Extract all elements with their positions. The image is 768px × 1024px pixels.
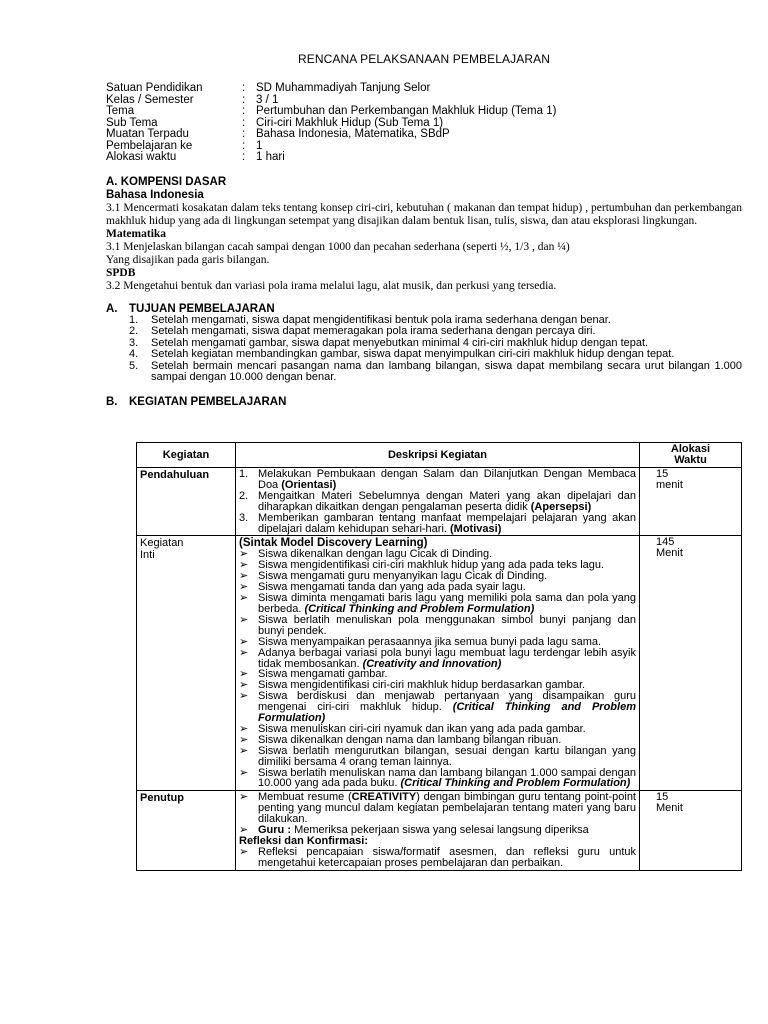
list-text xyxy=(258,593,636,615)
list-item xyxy=(239,691,636,724)
list-item xyxy=(239,469,636,491)
table-row xyxy=(137,791,742,870)
list-text xyxy=(258,491,636,513)
kompetensi-section xyxy=(106,176,742,293)
bullet-arrow-icon: ➢ xyxy=(239,722,249,735)
bullet-arrow-icon: ➢ xyxy=(239,613,249,626)
list-text-plain: Siswa dikenalkan dengan nama dan lambang bilangan ribuan. xyxy=(258,733,562,746)
list-item xyxy=(239,648,636,670)
list-number: 5. xyxy=(129,359,139,372)
list-text-plain: Adanya berbagai variasi pola bunyi lagu membuat lagu terdengar lebih asyik tidak membosankan. xyxy=(258,646,636,670)
identity-value: 3 / 1 xyxy=(256,93,279,106)
identity-value: Bahasa Indonesia, Matematika, SBdP xyxy=(256,128,450,140)
bullet-arrow-icon: ➢ xyxy=(239,846,249,858)
list-text xyxy=(258,746,636,768)
model-title: (Sintak Model Discovery Learning) xyxy=(239,537,428,550)
identity-row xyxy=(106,106,742,118)
list-number: 2. xyxy=(129,325,139,337)
bullet-arrow-icon: ➢ xyxy=(239,733,249,746)
list-text-bold: CREATIVITY xyxy=(351,791,417,804)
list-text-bold: (Orientasi) xyxy=(281,478,337,491)
table-header-row xyxy=(137,443,742,468)
identity-colon: : xyxy=(242,151,246,163)
list-text: Setelah mengamati gambar, siswa dapat menyebutkan minimal 4 ciri-ciri makhluk hidup dengan tepat. xyxy=(151,336,649,349)
identity-value: 1 xyxy=(256,139,263,152)
list-item xyxy=(239,768,636,790)
bullet-arrow-icon: ➢ xyxy=(239,559,249,572)
list-text-plain: ) dengan bimbingan guru tentang point-point penting yang muncul dalam kegiatan pembelajaran tentang materi yang baru dilakukan. xyxy=(258,791,636,826)
list-text-plain: Siswa mengamati gambar. xyxy=(258,668,388,681)
list-number: 3. xyxy=(239,511,249,524)
identity-colon: : xyxy=(242,105,246,117)
list-text-plain: Siswa berlatih mengurutkan bilangan, sesuai dengan kartu bilangan yang dimiliki bersama 4 orang teman lainnya. xyxy=(258,744,636,768)
identity-colon: : xyxy=(242,139,246,152)
identity-row xyxy=(106,141,742,153)
list-text-emphasis: (Critical Thinking and Problem Formulation) xyxy=(304,602,535,615)
bullet-arrow-icon: ➢ xyxy=(239,690,249,703)
row-label-penutup: Penutup xyxy=(137,791,236,870)
list-number: 3. xyxy=(129,336,139,349)
matematika-text: 3.1 Menjelaskan bilangan cacah sampai dengan 1000 dan pecahan sederhana (seperti ½, 1/3 , dan ¼) xyxy=(106,240,570,253)
identity-value: Ciri-ciri Makhluk Hidup (Sub Tema 1) xyxy=(256,116,444,129)
identity-label: Pembelajaran ke xyxy=(106,139,193,152)
list-text-plain: Melakukan Pembukaan dengan Salam dan Dilanjutkan Dengan Membaca Doa xyxy=(258,468,636,491)
list-item xyxy=(129,326,742,338)
identity-value: SD Muhammadiyah Tanjung Selor xyxy=(256,82,431,94)
header-kegiatan: Kegiatan xyxy=(137,443,236,468)
row-desc-pendahuluan xyxy=(236,468,640,536)
row-desc-inti xyxy=(236,536,640,791)
list-text-plain: Mengaitkan Materi Sebelumnya dengan Materi yang akan dipelajari dan diharapkan dikaitkan dengan pengalaman peserta didik xyxy=(258,489,636,513)
row-desc-penutup xyxy=(236,791,640,870)
tujuan-heading xyxy=(106,303,742,315)
kegiatan-heading xyxy=(106,396,742,408)
time-value: 145 xyxy=(656,536,675,549)
list-text-plain: Siswa diminta mengamati baris lagu yang memiliki pola sama dan pola yang berbeda. xyxy=(258,592,636,615)
header-alokasi xyxy=(640,443,742,468)
bullet-arrow-icon: ➢ xyxy=(239,766,249,779)
list-number: 2. xyxy=(239,489,249,502)
identity-colon: : xyxy=(242,93,246,106)
tujuan-title: TUJUAN PEMBELAJARAN xyxy=(129,302,275,315)
kompetensi-heading: A. KOMPENSI DASAR xyxy=(106,175,227,188)
list-text-plain: Siswa berlatih menuliskan nama dan lambang bilangan 1.000 sampai dengan 10.000 yang ada pada buku. xyxy=(258,766,636,790)
bullet-arrow-icon: ➢ xyxy=(239,791,249,804)
row-label-inti-1: Kegiatan xyxy=(140,537,184,550)
identity-colon: : xyxy=(242,116,246,129)
list-text xyxy=(258,768,636,790)
table-row xyxy=(137,536,742,791)
matematika-text-2: Yang disajikan pada garis bilangan. xyxy=(106,253,270,266)
list-text-plain: Siswa dikenalkan dengan lagu Cicak di Dinding. xyxy=(258,548,493,561)
list-item xyxy=(239,847,636,869)
list-text-emphasis: (Critical Thinking and Problem Formulation) xyxy=(400,777,631,790)
list-text-emphasis: (Creativity and Innovation) xyxy=(362,657,502,670)
identity-block xyxy=(106,83,742,164)
list-text xyxy=(258,648,636,670)
identity-row xyxy=(106,152,742,164)
bullet-arrow-icon: ➢ xyxy=(239,744,249,757)
list-text-plain: Siswa menyampaikan perasaannya jika semua bunyi pada lagu sama. xyxy=(258,635,602,648)
list-number: 4. xyxy=(129,348,139,360)
list-text-plain: Siswa mengidentifikasi ciri-ciri makhluk hidup berdasarkan gambar. xyxy=(258,679,586,692)
list-text-plain: Siswa mengamati tanda dan yang ada pada syair lagu. xyxy=(258,581,526,594)
spdb-heading: SPDB xyxy=(106,266,136,279)
list-item xyxy=(239,513,636,535)
identity-label: Kelas / Semester xyxy=(106,93,194,106)
header-alokasi-line2: Waktu xyxy=(674,454,707,466)
list-text-bold: (Apersepsi) xyxy=(530,500,592,513)
list-text-plain: Siswa berdiskusi dan menjawab pertanyaan yang disampaikan guru mengenai ciri-ciri makhluk hidup. xyxy=(258,690,636,714)
bahasa-text: 3.1 Mencermati kosakatan dalam teks tentang konsep ciri-ciri, kebutuhan ( makanan dan tempat hidup) , pertumbuhan dan perkembangan makhluk hidup yang ada di lingkungan setempat yang disajikan dalam bentuk lisan, tulis, siswa, dan atau eksplorasi lingkungan. xyxy=(106,201,742,227)
row-time-penutup xyxy=(640,791,742,870)
list-text: Refleksi pencapaian siswa/formatif asesmen, dan refleksi guru untuk mengetahui ketercapaian proses pembelajaran dan perbaikan. xyxy=(258,846,636,869)
kegiatan-title: KEGIATAN PEMBELAJARAN xyxy=(129,395,287,408)
bullet-arrow-icon: ➢ xyxy=(239,635,249,648)
time-unit: Menit xyxy=(656,802,683,815)
list-text xyxy=(258,691,636,724)
identity-row xyxy=(106,83,742,95)
bullet-arrow-icon: ➢ xyxy=(239,824,249,837)
identity-value: 1 hari xyxy=(256,151,285,163)
refleksi-list xyxy=(239,847,636,869)
bullet-arrow-icon: ➢ xyxy=(239,581,249,594)
table-row xyxy=(137,468,742,536)
list-item xyxy=(239,746,636,768)
identity-label: Sub Tema xyxy=(106,116,158,129)
row-label-pendahuluan: Pendahuluan xyxy=(137,468,236,536)
tujuan-list xyxy=(106,315,742,384)
identity-label: Satuan Pendidikan xyxy=(106,82,203,94)
row-label-inti-2: Inti xyxy=(140,549,155,562)
list-number: 1. xyxy=(129,313,139,326)
bullet-arrow-icon: ➢ xyxy=(239,679,249,692)
bullet-arrow-icon: ➢ xyxy=(239,592,249,605)
list-number: 1. xyxy=(239,468,249,480)
list-item xyxy=(239,593,636,615)
doc-title: RENCANA PELAKSANAAN PEMBELAJARAN xyxy=(298,52,550,66)
matematika-heading: Matematika xyxy=(106,227,167,240)
bullet-arrow-icon: ➢ xyxy=(239,570,249,583)
time-value: 15 xyxy=(656,468,669,480)
time-unit: menit xyxy=(656,479,683,491)
spdb-text: 3.2 Mengetahui bentuk dan variasi pola irama melalui lagu, alat musik, dan perkusi yang tersedia. xyxy=(106,279,557,292)
bullet-arrow-icon: ➢ xyxy=(239,646,249,659)
identity-row xyxy=(106,129,742,141)
document-page xyxy=(106,52,742,408)
refleksi-heading: Refleksi dan Konfirmasi: xyxy=(239,835,368,847)
list-text-plain: Memberikan gambaran tentang manfaat mempelajari pelajaran yang akan dipelajari dalam kehidupan sehari-hari. xyxy=(258,511,636,535)
list-text: Setelah bermain mencari pasangan nama dan lambang bilangan, siswa dapat membilang secara urut bilangan 1.000 sampai dengan 10.000 dengan benar. xyxy=(151,359,742,383)
bullet-arrow-icon: ➢ xyxy=(239,668,249,681)
list-item xyxy=(129,349,742,361)
list-text: Setelah kegiatan membandingkan gambar, siswa dapat menyimpulkan ciri-ciri makhluk hidup dengan tepat. xyxy=(151,348,675,360)
row-label-inti xyxy=(137,536,236,791)
list-text: Setelah mengamati, siswa dapat memeragakan pola irama sederhana dengan percaya diri. xyxy=(151,325,596,337)
list-text-plain: Memeriksa pekerjaan siswa yang selesai langsung diperiksa xyxy=(294,824,589,837)
header-deskripsi: Deskripsi Kegiatan xyxy=(236,443,640,468)
bahasa-heading: Bahasa Indonesia xyxy=(106,188,204,201)
list-text-emphasis: (Critical Thinking and Problem Formulation) xyxy=(258,701,636,725)
time-value: 15 xyxy=(656,791,669,804)
list-text-bold: Guru : xyxy=(258,824,295,837)
identity-label: Muatan Terpadu xyxy=(106,128,189,140)
bullet-arrow-icon: ➢ xyxy=(239,548,249,561)
list-text xyxy=(258,469,636,491)
header-alokasi-line1: Alokasi xyxy=(670,443,711,455)
tujuan-letter: A. xyxy=(106,302,118,315)
row-time-pendahuluan xyxy=(640,468,742,536)
list-item xyxy=(129,361,742,384)
kegiatan-letter: B. xyxy=(106,395,118,408)
list-text-plain: Siswa mengamati guru menyanyikan lagu Cicak di Dinding. xyxy=(258,570,548,583)
list-text: Setelah mengamati, siswa dapat mengidentifikasi bentuk pola irama sederhana dengan benar. xyxy=(151,313,611,326)
kegiatan-table xyxy=(136,442,742,871)
identity-label: Alokasi waktu xyxy=(106,151,177,163)
list-text-plain: Siswa berlatih menuliskan pola menggunakan simbol bunyi panjang dan bunyi pendek. xyxy=(258,613,636,637)
time-unit: Menit xyxy=(656,547,683,560)
list-item xyxy=(239,491,636,513)
pendahuluan-list xyxy=(239,469,636,534)
list-item xyxy=(239,792,636,825)
list-text-bold: (Motivasi) xyxy=(450,522,502,535)
list-text xyxy=(258,615,636,637)
list-text-plain: Membuat resume ( xyxy=(258,791,352,804)
row-time-inti xyxy=(640,536,742,791)
inti-list xyxy=(239,549,636,789)
list-text xyxy=(258,513,636,535)
list-text xyxy=(258,792,636,825)
identity-colon: : xyxy=(242,82,246,94)
penutup-list xyxy=(239,792,636,836)
identity-value: Pertumbuhan dan Perkembangan Makhluk Hidup (Tema 1) xyxy=(256,105,557,117)
list-text-plain: Siswa mengidentifikasi ciri-ciri makhluk hidup yang ada pada teks lagu. xyxy=(258,559,605,572)
identity-colon: : xyxy=(242,128,246,140)
identity-label: Tema xyxy=(106,105,135,117)
list-item xyxy=(239,615,636,637)
list-text-plain: Siswa menuliskan ciri-ciri nyamuk dan ikan yang ada pada gambar. xyxy=(258,722,586,735)
